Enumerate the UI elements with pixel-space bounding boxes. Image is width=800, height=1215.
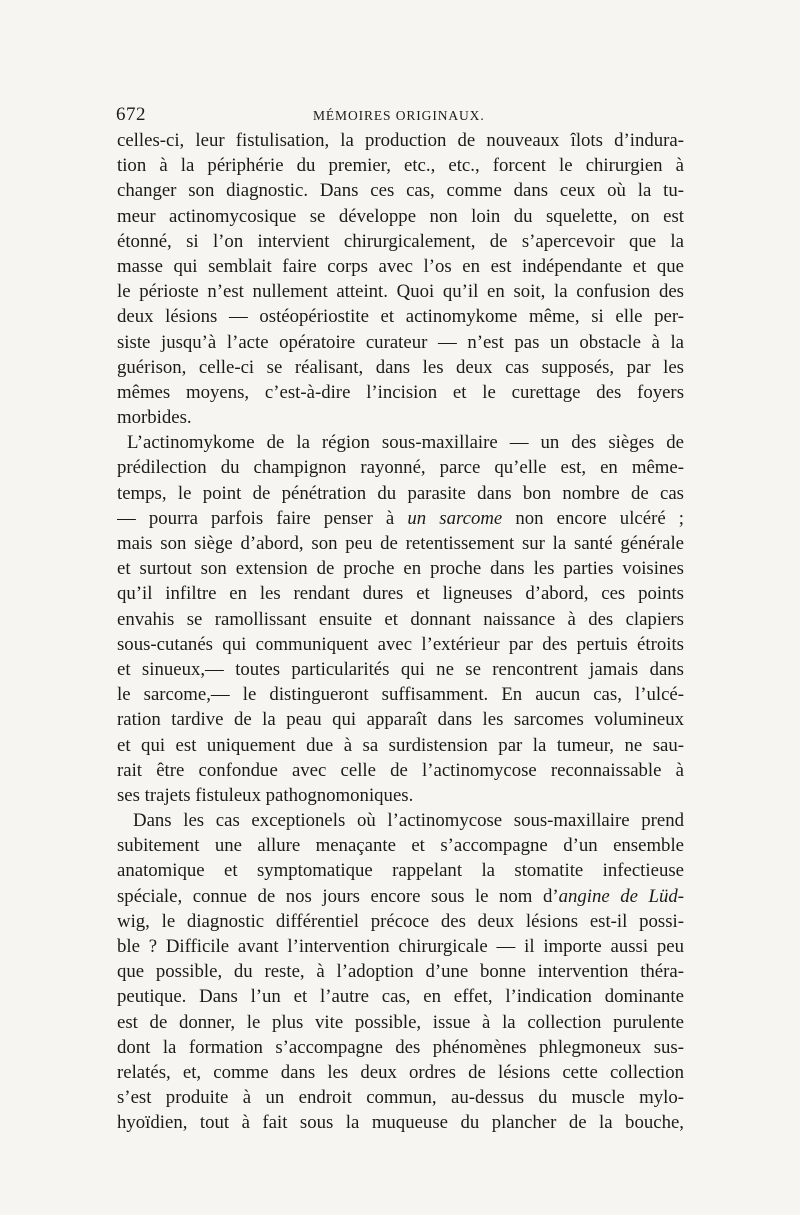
- running-head: MÉMOIRES ORIGINAUX.: [313, 108, 485, 123]
- text-line: anatomique et symptomatique rappelant la stomatite infectieuse: [117, 860, 684, 882]
- page-header: [116, 104, 686, 128]
- text-line: mais son siège d’abord, son peu de retentissement sur la santé générale: [117, 533, 684, 554]
- text-line: relatés, et, comme dans les deux ordres de lésions cette collection: [117, 1061, 684, 1083]
- text-line: rait être confondue avec celle de l’actinomycose reconnaissable à: [117, 759, 684, 781]
- text-line: peutique. Dans l’un et l’autre cas, en effet, l’indication dominante: [117, 986, 684, 1008]
- text-line: qu’il infiltre en les rendant dures et ligneuses d’abord, ces points: [117, 583, 684, 605]
- text-fragment: — pourra parfois faire penser à: [117, 507, 395, 529]
- text-line: envahis se ramollissant ensuite et donnant naissance à des clapiers: [117, 608, 684, 630]
- text-line: dont la formation s’accompagne des phénomènes phlegmoneux sus-: [117, 1036, 684, 1058]
- text-fragment: spéciale, connue de nos jours encore sous le nom d’: [117, 885, 559, 907]
- text-line: siste jusqu’à l’acte opératoire curateur — n’est pas un obstacle à la: [117, 331, 684, 353]
- text-line: et sinueux,— toutes particularités qui ne se rencontrent jamais dans: [117, 658, 684, 680]
- text-line: le périoste n’est nullement atteint. Quoi qu’il en soit, la confusion des: [117, 281, 684, 303]
- text-line: sous-cutanés qui communiquent avec l’extérieur par des pertuis étroits: [117, 633, 684, 655]
- text-line: le sarcome,— le distingueront suffisamment. En aucun cas, l’ulcé-: [117, 684, 684, 706]
- text-line: hyoïdien, tout à fait sous la muqueuse du plancher de la bouche,: [117, 1112, 684, 1134]
- italic-text: un sarcome: [407, 507, 503, 529]
- text-fragment: non encore ulcéré ;: [502, 507, 684, 529]
- text-line: que possible, du reste, à l’adoption d’une bonne intervention théra-: [117, 961, 684, 983]
- text-line: L’actinomykome de la région sous-maxillaire — un des sièges de: [127, 432, 684, 454]
- text-line: deux lésions — ostéopériostite et actinomykome même, si elle per-: [117, 306, 684, 328]
- text-line: ration tardive de la peau qui apparaît dans les sarcomes volumineux: [117, 709, 684, 731]
- text-line: Dans les cas exceptionels où l’actinomycose sous-maxillaire prend: [133, 810, 684, 832]
- text-line: celles-ci, leur fistulisation, la production de nouveaux îlots d’indura-: [117, 130, 684, 151]
- text-line: prédilection du champignon rayonné, parce qu’elle est, en même-: [117, 457, 684, 479]
- text-line: mêmes moyens, c’est-à-dire l’incision et le curettage des foyers: [117, 381, 684, 403]
- text-line: guérison, celle-ci se réalisant, dans les deux cas supposés, par les: [117, 356, 684, 378]
- text-line: temps, le point de pénétration du parasite dans bon nombre de cas: [117, 482, 684, 504]
- text-line: ble ? Difficile avant l’intervention chirurgicale — il importe aussi peu: [117, 936, 684, 957]
- text-line: morbides.: [117, 407, 192, 429]
- text-line: et surtout son extension de proche en proche dans les parties voisines: [117, 558, 684, 580]
- text-line: étonné, si l’on intervient chirurgicalement, de s’apercevoir que la: [117, 230, 684, 252]
- text-line: meur actinomycosique se développe non loin du squelette, on est: [117, 205, 684, 227]
- text-line-mixed: [117, 506, 684, 531]
- body-text: [117, 128, 684, 1136]
- text-line-mixed: [117, 884, 684, 909]
- italic-text: angine de Lüd-: [558, 885, 684, 907]
- page-number: 672: [116, 104, 146, 125]
- text-line: subitement une allure menaçante et s’accompagne d’un ensemble: [117, 835, 684, 857]
- text-line: changer son diagnostic. Dans ces cas, comme dans ceux où la tu-: [117, 180, 684, 202]
- text-line: est de donner, le plus vite possible, issue à la collection purulente: [117, 1011, 684, 1033]
- text-line: ses trajets fistuleux pathognomoniques.: [117, 784, 414, 806]
- text-line: masse qui semblait faire corps avec l’os en est indépendante et que: [117, 255, 684, 277]
- text-line: et qui est uniquement due à sa surdistension par la tumeur, ne sau-: [117, 734, 684, 756]
- text-line: wig, le diagnostic différentiel précoce des deux lésions est-il possi-: [117, 910, 684, 932]
- text-line: tion à la périphérie du premier, etc., etc., forcent le chirurgien à: [117, 155, 684, 177]
- text-line: s’est produite à un endroit commun, au-dessus du muscle mylo-: [117, 1087, 684, 1109]
